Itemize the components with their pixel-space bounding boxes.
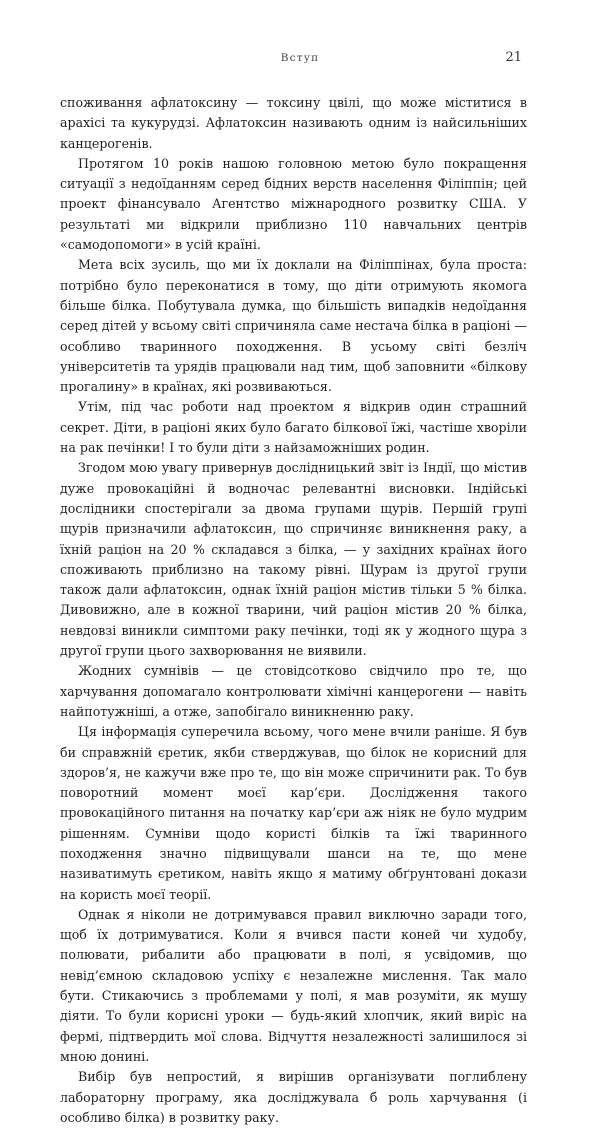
paragraph: споживання афлатоксину — токсину цвілі, що може міститися в арахісі та кукурудзі. Афлатоксин називають одним із найсильніших канцерогенів.: [60, 95, 527, 151]
body-text: [60, 93, 527, 1128]
paragraph: Мета всіх зусиль, що ми їх доклали на Філіппінах, була проста: потрібно було переконатися в тому, що діти отримують якомога більше білка. Побутувала думка, що більшість випадків недоїдання серед дітей у всьому світі спричиняла саме нестача білка в раціоні — особливо тваринного походження. В усьому світі безліч університетів та урядів працювали над тим, щоб заповнити «білкову прогалину» в країнах, які розвиваються.: [60, 257, 527, 395]
paragraph: Згодом мою увагу привернув дослідницький звіт із Індії, що містив дуже провокаційні й водночас релевантні висновки. Індійські дослідники спостерігали за двома групами щурів. Першій групі щурів призначили афлатоксин, що спричиняє виникнення раку, а їхній раціон на 20 % складався з білка, — у західних країнах його споживають приблизно на такому рівні. Щурам із другої групи також дали афлатоксин, однак їхній раціон містив тільки 5 % білка. Дивовижно, але в кожної тварини, чий раціон містив 20 % білка, невдовзі виникли симптоми раку печінки, тоді як у жодного щура з другої групи цього захворювання не виявили.: [60, 460, 527, 659]
section-title: Вступ: [280, 52, 320, 64]
paragraph: Протягом 10 років нашою головною метою було покращення ситуації з недоїданням серед бідних верств населення Філіппін; цей проект фінансувало Агентство міжнародного розвитку США. У результаті ми відкрили приблизно 110 навчальних центрів «самодопомоги» в усій країні.: [60, 155, 527, 253]
paragraph: Утім, під час роботи над проектом я відкрив один страшний секрет. Діти, в раціоні яких було багато білкової їжі, частіше хворіли на рак печінки! І то були діти з найзаможніших родин.: [60, 399, 527, 456]
paragraph: Ця інформація суперечила всьому, чого мене вчили раніше. Я був би справжній єретик, якби стверджував, що білок не корисний для здоров’я, не кажучи вже про те, що він може спричинити рак. То був поворотний момент моєї кар’єри. Дослідження такого провокаційного питання на початку кар’єри аж ніяк не було мудрим рішенням. Сумніви щодо користі білків та їжі тваринного походження значно підвищували шанси на те, що мене називатимуть єретиком, навіть якщо я матиму обґрунтовані докази на користь моєї теорії.: [60, 724, 527, 902]
page-number: 21: [505, 50, 522, 65]
paragraph: Жодних сумнівів — це стовідсотково свідчило про те, що харчування допомагало контролювати хімічні канцерогени — навіть найпотужніші, а отже, запобігало виникненню раку.: [60, 663, 527, 719]
paragraph: Вибір був непростий, я вирішив організувати поглиблену лабораторну програму, яка досліджувала б роль харчування (і особливо білка) в розвитку раку.: [60, 1069, 527, 1125]
paragraph: Однак я ніколи не дотримувався правил виключно заради того, щоб їх дотримуватися. Коли я вчився пасти коней чи худобу, полювати, рибалити або працювати в полі, я усвідомив, що невід’ємною складовою успіху є незалежне мислення. Так мало бути. Стикаючись з проблемами у полі, я мав розуміти, як мушу діяти. То були корисні уроки — будь-який хлопчик, який виріс на фермі, підтвердить мої слова. Відчуття незалежності залишилося зі мною донині.: [60, 906, 527, 1064]
running-header: [0, 52, 600, 72]
